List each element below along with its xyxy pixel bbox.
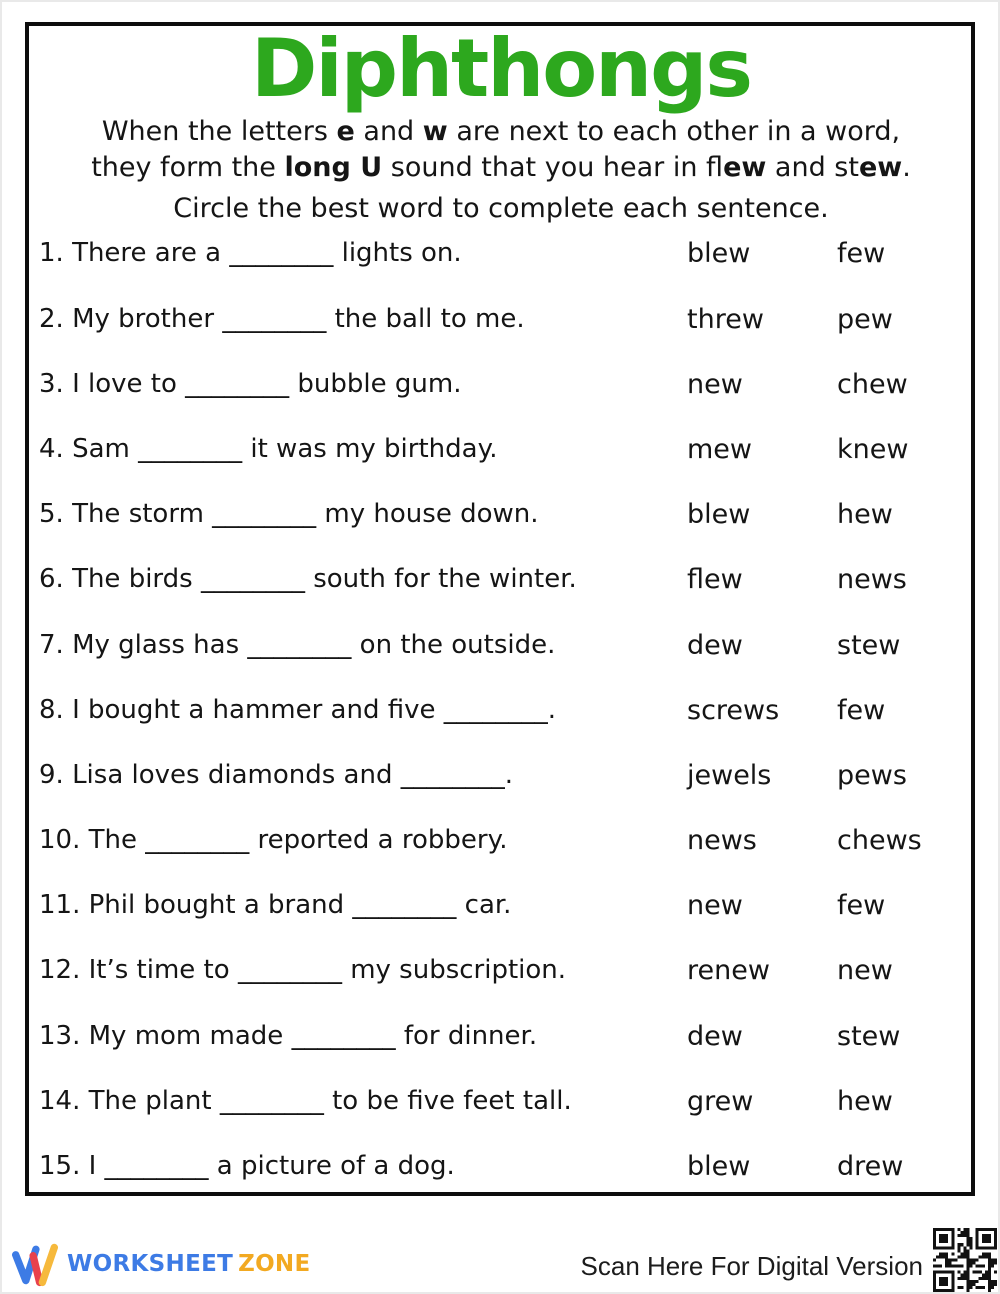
option-word[interactable]: drew xyxy=(837,1151,904,1183)
option-word[interactable]: hew xyxy=(837,499,893,531)
option-word[interactable]: knew xyxy=(837,433,909,465)
directions-text: Circle the best word to complete each sentence. xyxy=(173,193,829,225)
sentence-row xyxy=(39,434,963,499)
option-word[interactable]: hew xyxy=(837,1085,893,1117)
sentence-row xyxy=(39,1021,963,1086)
answer-blank: ________ xyxy=(237,955,342,986)
sentence-row xyxy=(39,238,963,303)
instructions-line-2: they form the long U sound that you hear in flew and stew. xyxy=(91,151,911,183)
page-title: Diphthongs xyxy=(250,22,752,115)
sentence-row xyxy=(39,630,963,695)
option-word[interactable]: new xyxy=(687,890,743,922)
answer-blank: ________ xyxy=(219,1085,324,1116)
sentence-text: 6. The birds ________ south for the winter. xyxy=(39,564,577,595)
option-word[interactable]: stew xyxy=(837,629,901,661)
sentence-row xyxy=(39,890,963,955)
sentence-row xyxy=(39,760,963,825)
scan-group xyxy=(581,1228,997,1292)
option-word[interactable]: blew xyxy=(687,499,751,531)
option-word[interactable]: few xyxy=(837,890,886,922)
answer-blank: ________ xyxy=(443,694,548,725)
qr-code xyxy=(933,1228,997,1292)
worksheetzone-logo-text xyxy=(67,1251,310,1277)
sentence-row xyxy=(39,825,963,890)
option-word[interactable]: blew xyxy=(687,1151,751,1183)
sentence-text: 15. I ________ a picture of a dog. xyxy=(39,1151,455,1182)
sentence-text: 14. The plant ________ to be five feet tall. xyxy=(39,1085,572,1116)
worksheetzone-logo[interactable] xyxy=(12,1240,310,1288)
option-word[interactable]: news xyxy=(687,825,757,857)
sentence-text: 7. My glass has ________ on the outside. xyxy=(39,629,556,660)
option-word[interactable]: pew xyxy=(837,303,893,335)
worksheetzone-logo-icon xyxy=(12,1240,58,1288)
option-word[interactable]: new xyxy=(837,955,893,987)
option-word[interactable]: few xyxy=(837,238,886,270)
sentence-text: 2. My brother ________ the ball to me. xyxy=(39,303,525,334)
scan-label: Scan Here For Digital Version xyxy=(580,1251,923,1281)
sentence-text: 8. I bought a hammer and five ________. xyxy=(39,694,557,725)
sentence-text: 13. My mom made ________ for dinner. xyxy=(39,1020,538,1051)
option-word[interactable]: few xyxy=(837,694,886,726)
option-word[interactable]: dew xyxy=(687,1020,743,1052)
sentence-row xyxy=(39,955,963,1020)
option-word[interactable]: chew xyxy=(837,368,908,400)
sentence-text: 12. It’s time to ________ my subscription. xyxy=(39,955,567,986)
sentence-row xyxy=(39,695,963,760)
answer-blank: ________ xyxy=(400,759,505,790)
option-word[interactable]: jewels xyxy=(687,759,772,791)
option-word[interactable]: pews xyxy=(837,759,907,791)
sentence-text: 10. The ________ reported a robbery. xyxy=(39,825,508,856)
option-word[interactable]: grew xyxy=(687,1085,754,1117)
sentence-text: 5. The storm ________ my house down. xyxy=(39,499,539,530)
sentence-text: 4. Sam ________ it was my birthday. xyxy=(39,433,498,464)
option-word[interactable]: news xyxy=(837,564,907,596)
footer xyxy=(0,1196,1000,1294)
instructions xyxy=(39,114,963,186)
sentence-row xyxy=(39,304,963,369)
option-word[interactable]: screws xyxy=(687,694,780,726)
worksheet-frame xyxy=(25,22,975,1196)
option-word[interactable]: threw xyxy=(687,303,764,335)
option-word[interactable]: new xyxy=(687,368,743,400)
option-word[interactable]: dew xyxy=(687,629,743,661)
sentence-row xyxy=(39,499,963,564)
option-word[interactable]: renew xyxy=(687,955,770,987)
sentence-text: 1. There are a ________ lights on. xyxy=(39,238,462,269)
answer-blank: ________ xyxy=(138,433,243,464)
answer-blank: ________ xyxy=(291,1020,396,1051)
sentence-row xyxy=(39,1151,963,1196)
option-word[interactable]: stew xyxy=(837,1020,901,1052)
sentence-row xyxy=(39,564,963,629)
sentence-text: 9. Lisa loves diamonds and ________. xyxy=(39,759,513,790)
option-word[interactable]: blew xyxy=(687,238,751,270)
answer-blank: ________ xyxy=(247,629,352,660)
sentence-rows xyxy=(39,238,963,1196)
sentence-text: 11. Phil bought a brand ________ car. xyxy=(39,890,512,921)
sentence-row xyxy=(39,369,963,434)
answer-blank: ________ xyxy=(104,1151,209,1182)
option-word[interactable]: flew xyxy=(687,564,743,596)
answer-blank: ________ xyxy=(185,368,290,399)
instructions-line-1: When the letters e and w are next to each other in a word, xyxy=(101,115,901,147)
sentence-text: 3. I love to ________ bubble gum. xyxy=(39,368,462,399)
option-word[interactable]: mew xyxy=(687,433,752,465)
answer-blank: ________ xyxy=(352,890,457,921)
brand-word-worksheet: WORKSHEET xyxy=(67,1251,234,1277)
answer-blank: ________ xyxy=(212,499,317,530)
sentence-row xyxy=(39,1086,963,1151)
option-word[interactable]: chews xyxy=(837,825,922,857)
brand-word-zone: ZONE xyxy=(238,1251,311,1277)
answer-blank: ________ xyxy=(145,825,250,856)
answer-blank: ________ xyxy=(229,238,334,269)
answer-blank: ________ xyxy=(222,303,327,334)
answer-blank: ________ xyxy=(200,564,305,595)
